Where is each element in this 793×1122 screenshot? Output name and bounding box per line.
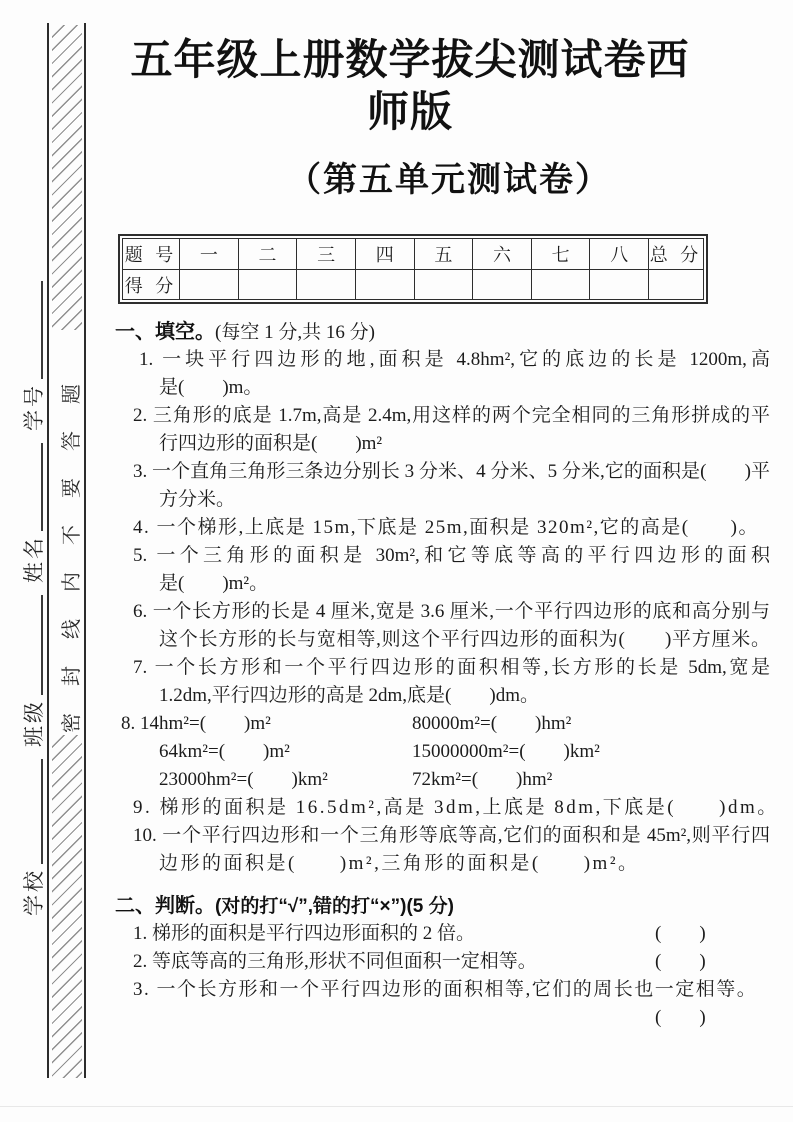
fill-q5-line-1: 5. 一个三角形的面积是 30m²,和它等底等高的平行四边形的面积 <box>133 545 770 566</box>
judge-item-3-text: 3. 一个长方形和一个平行四边形的面积相等,它们的周长也一定相等。 <box>133 979 758 1000</box>
score-cell <box>473 270 532 300</box>
section-1-points-note: (每空 1 分,共 16 分) <box>215 322 375 343</box>
score-table <box>118 234 708 304</box>
fill-q3-line-2: 方分米。 <box>159 489 236 510</box>
fill-q8-conversion-row-1 <box>115 710 770 738</box>
column-one: 一 <box>180 239 239 270</box>
class-blank-line <box>40 595 43 695</box>
conversion-left: 23000hm²=( )km² <box>159 769 328 790</box>
fill-q6-line-1: 6. 一个长方形的长是 4 厘米,宽是 3.6 厘米,一个平行四边形的底和高分别与 <box>133 601 770 622</box>
score-table-score-row <box>123 270 704 300</box>
score-cell <box>297 270 356 300</box>
name-blank-line <box>40 443 43 531</box>
fill-q10-line-2: 边形的面积是( )m²,三角形的面积是( )m²。 <box>159 853 640 874</box>
score-cell <box>531 270 590 300</box>
fill-q5-line-2: 是( )m²。 <box>159 573 269 594</box>
page-bottom-edge <box>0 1106 793 1107</box>
student-info-fields <box>13 128 47 916</box>
column-seven: 七 <box>531 239 590 270</box>
student-number-blank-line <box>40 281 43 379</box>
seal-hatch-top <box>52 25 82 330</box>
conversion-right: 72km²=( )hm² <box>412 769 553 790</box>
column-four: 四 <box>355 239 414 270</box>
paper-title: 五年级上册数学拔尖测试卷西师版 <box>130 36 690 135</box>
conversion-left: 64km²=( )m² <box>159 741 290 762</box>
conversion-right: 15000000m²=( )km² <box>412 741 600 762</box>
judge-item-3-answer-blank: ( ) <box>655 1007 706 1028</box>
score-cell <box>414 270 473 300</box>
conversion-right: 80000m²=( )hm² <box>412 713 572 734</box>
fill-q1-line-1: 1. 一块平行四边形的地,面积是 4.8hm²,它的底边的长是 1200m,高 <box>139 349 770 370</box>
judge-item-3-answer-line <box>115 1004 770 1032</box>
school-blank-line <box>40 759 43 864</box>
fill-q7-line-2: 1.2dm,平行四边形的高是 2dm,底是( )dm。 <box>159 685 539 706</box>
judge-item-2-answer-blank: ( ) <box>655 951 706 972</box>
fill-q8-conversion-row-3 <box>115 766 770 794</box>
section-1-title: 一、填空。 <box>115 321 215 343</box>
score-cell <box>355 270 414 300</box>
fill-q8-conversion-row-2 <box>115 738 770 766</box>
seal-line-left-rule <box>47 23 49 1078</box>
judge-item-1-text: 1. 梯形的面积是平行四边形面积的 2 倍。 <box>133 923 476 944</box>
question-number-label: 题 号 <box>123 239 180 270</box>
class-field-label: 班级 <box>22 699 46 747</box>
paper-content <box>115 0 783 1032</box>
paper-subtitle: （第五单元测试卷） <box>287 161 611 199</box>
fill-q6-line-2: 这个长方形的长与宽相等,则这个平行四边形的面积为( )平方厘米。 <box>159 629 770 650</box>
fill-q4-line-1: 4. 一个梯形,上底是 15m,下底是 25m,面积是 320m²,它的高是( )。 <box>133 517 759 538</box>
section-2-title: 二、判断。 <box>115 895 215 917</box>
column-eight: 八 <box>590 239 649 270</box>
score-cell <box>590 270 649 300</box>
judge-item-2-text: 2. 等底等高的三角形,形状不同但面积一定相等。 <box>133 951 537 972</box>
fill-q9-line-1: 9. 梯形的面积是 16.5dm²,高是 3dm,上底是 8dm,下底是( )dm。 <box>133 797 779 818</box>
score-cell-total <box>649 270 704 300</box>
column-six: 六 <box>473 239 532 270</box>
column-three: 三 <box>297 239 356 270</box>
judge-item-2 <box>115 948 770 976</box>
conversion-left: 8. 14hm²=( )m² <box>121 713 271 734</box>
fill-q2-line-2: 行四边形的面积是( )m² <box>159 433 383 454</box>
school-field-label: 学校 <box>22 868 46 916</box>
score-cell <box>180 270 239 300</box>
judge-item-1-answer-blank: ( ) <box>655 923 706 944</box>
judge-item-1 <box>115 920 770 948</box>
column-two: 二 <box>238 239 297 270</box>
score-label: 得 分 <box>123 270 180 300</box>
name-field-label: 姓名 <box>22 535 46 583</box>
section-1-heading <box>115 318 783 346</box>
seal-hatch-bottom <box>52 735 82 1078</box>
score-cell <box>238 270 297 300</box>
student-number-field-label: 学号 <box>22 383 46 431</box>
fill-q1-line-2: 是( )m。 <box>159 377 263 398</box>
column-five: 五 <box>414 239 473 270</box>
fill-q3-line-1: 3. 一个直角三角形三条边分别长 3 分米、4 分米、5 分米,它的面积是( )平 <box>133 461 770 482</box>
judge-item-3 <box>115 976 770 1004</box>
section-2-heading <box>115 892 783 920</box>
section-2-points-note: (对的打“√”,错的打“×”)(5 分) <box>215 896 454 917</box>
seal-text: 密封线内不要答题 <box>61 357 83 733</box>
fill-q7-line-1: 7. 一个长方形和一个平行四边形的面积相等,长方形的长是 5dm,宽是 <box>133 657 770 678</box>
fill-q10-line-1: 10. 一个平行四边形和一个三角形等底等高,它们的面积和是 45m²,则平行四 <box>133 825 770 846</box>
column-total: 总 分 <box>649 239 704 270</box>
score-table-header-row <box>123 239 704 270</box>
fill-q2-line-1: 2. 三角形的底是 1.7m,高是 2.4m,用这样的两个完全相同的三角形拼成的平 <box>133 405 770 426</box>
